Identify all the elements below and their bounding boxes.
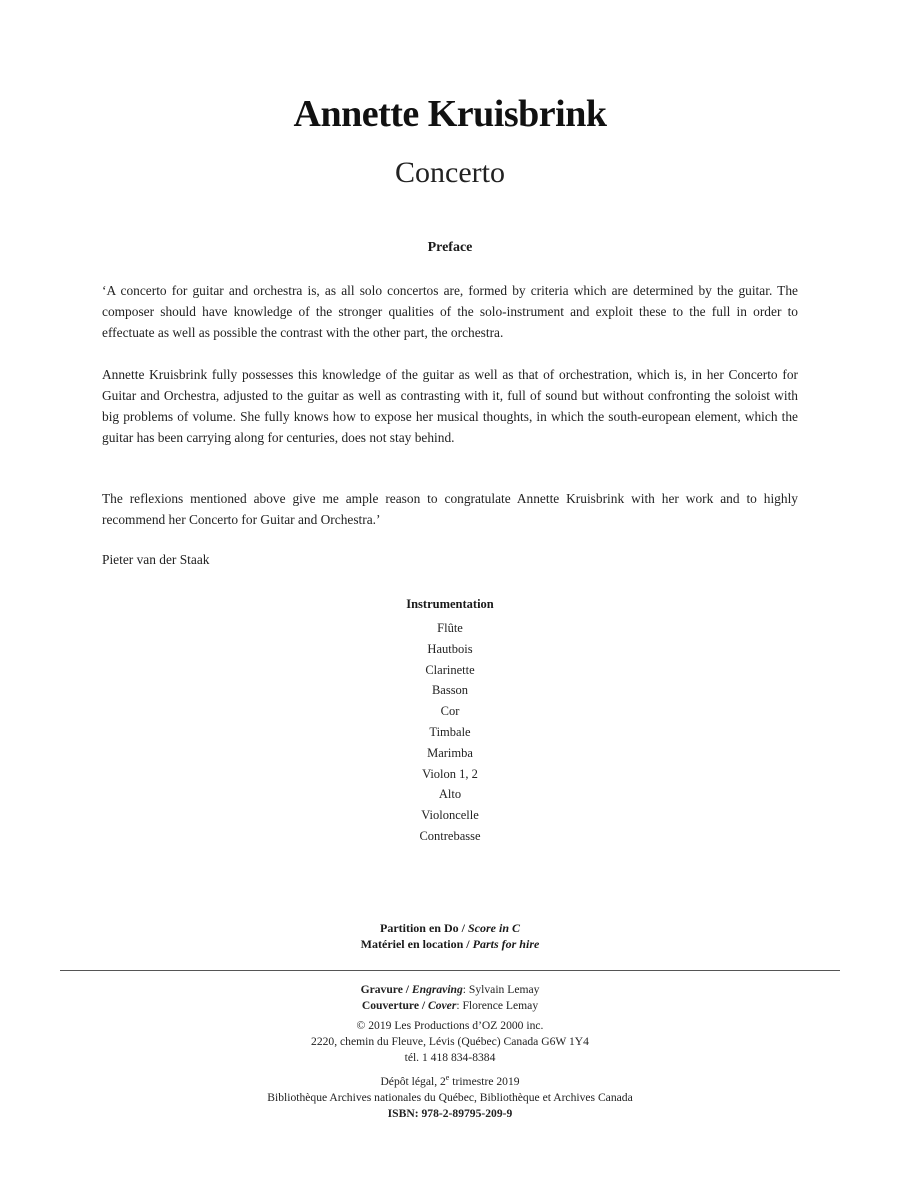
instrument-item: Basson [431,683,469,698]
address-line: 2220, chemin du Fleuve, Lévis (Québec) Canada G6W 1Y4 [311,1035,589,1048]
engraving-line [0,982,900,998]
cover-artist-name: : Florence Lemay [456,999,539,1012]
work-title: Concerto [395,156,505,189]
parts-label-fr: Matériel en location / [360,937,470,951]
copyright-line: © 2019 Les Productions d’OZ 2000 inc. [356,1019,544,1032]
instrumentation-list [0,618,900,847]
composer-name: Annette Kruisbrink [293,93,607,135]
instrument-item: Flûte [437,621,463,635]
cover-label-fr: Couverture / [361,999,426,1012]
instrument-item: Violoncelle [421,808,479,823]
preface-paragraph-1: ‘A concerto for guitar and orchestra is, as all solo concertos are, formed by criteria which are determined by the guitar. The composer should have knowledge of the stronger qualities of the solo-instrument and exploit these to the full in order to effectuate as well as possible the contrast with the other part, the orchestra. [102,283,798,340]
score-label-en: Score in C [467,921,520,935]
cover-label-en: Cover [428,999,457,1012]
parts-line [0,936,900,952]
instrument-item: Contrebasse [419,828,481,843]
engraver-name: : Sylvain Lemay [462,983,540,996]
instrument-item: Marimba [427,745,473,760]
instrument-item: Cor [440,704,460,719]
instrumentation-heading: Instrumentation [406,597,494,611]
score-line [0,920,900,936]
instrument-item: Clarinette [425,662,475,677]
score-label-fr: Partition en Do / [379,921,465,935]
instrument-item: Timbale [429,724,471,739]
parts-label-en: Parts for hire [472,937,540,951]
legal-deposit-ordinal: e [445,1073,450,1082]
instrument-item: Hautbois [427,641,473,656]
divider-rule [60,970,840,971]
legal-deposit-quarter: trimestre 2019 [449,1074,520,1088]
engraving-label-fr: Gravure / [360,983,409,996]
preface-paragraph-2: Annette Kruisbrink fully possesses this knowledge of the guitar as well as that of orchestration, which is, in her Concerto for Guitar and Orchestra, adjusted to the guitar as well as contrasting with it, full of sound but without confronting the soloist with big problems of volume. She fully knows how to expose her musical thoughts, in which the south-european element, which the guitar has been carrying along for centuries, does not stay behind. [102,367,798,445]
preface-paragraph-3: The reflexions mentioned above give me ample reason to congratulate Annette Kruisbrink with her work and to highly recommend her Concerto for Guitar and Orchestra.’ [102,491,798,527]
legal-deposit-line [0,1070,900,1090]
preface-heading: Preface [427,240,473,255]
cover-line [0,998,900,1014]
phone-line: tél. 1 418 834-8384 [404,1051,496,1064]
isbn-line: ISBN: 978-2-89795-209-9 [387,1106,513,1120]
engraving-label-en: Engraving [411,983,463,996]
instrument-item: Alto [438,787,462,802]
score-info [0,920,900,952]
libraries-line: Bibliothèque Archives nationales du Québec, Bibliothèque et Archives Canada [267,1090,633,1104]
preface-signature: Pieter van der Staak [102,552,210,567]
publisher-credits [0,982,900,1122]
legal-deposit-text: Dépôt légal, 2 [380,1074,446,1088]
instrument-item: Violon 1, 2 [422,766,478,781]
